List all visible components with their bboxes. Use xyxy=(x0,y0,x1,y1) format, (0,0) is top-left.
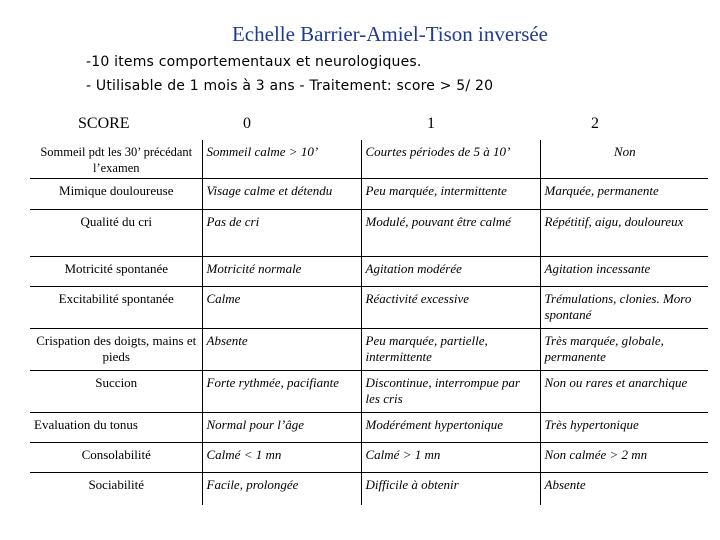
cell-score-2: Marquée, permanente xyxy=(540,179,708,210)
cell-score-0: Forte rythmée, pacifiante xyxy=(202,371,361,413)
subtitle-usage: - Utilisable de 1 mois à 3 ans - Traitement: score > 5/ 20 xyxy=(86,78,494,94)
header-col-0: 0 xyxy=(243,115,251,132)
cell-score-2: Répétitif, aigu, douloureux xyxy=(540,210,708,257)
row-label: Succion xyxy=(30,371,202,413)
table-row xyxy=(30,473,708,505)
cell-score-2: Agitation incessante xyxy=(540,257,708,287)
cell-score-1: Peu marquée, intermittente xyxy=(361,179,540,210)
cell-score-0: Facile, prolongée xyxy=(202,473,361,505)
header-score: SCORE xyxy=(78,115,130,132)
cell-score-0: Pas de cri xyxy=(202,210,361,257)
table-row xyxy=(30,257,708,287)
cell-score-1: Courtes périodes de 5 à 10’ xyxy=(361,140,540,179)
cell-score-1: Modérément hypertonique xyxy=(361,413,540,443)
cell-score-2: Non xyxy=(540,140,708,179)
cell-score-1: Discontinue, interrompue par les cris xyxy=(361,371,540,413)
table-row xyxy=(30,371,708,413)
table-row xyxy=(30,140,708,179)
table-row xyxy=(30,287,708,329)
row-label: Excitabilité spontanée xyxy=(30,287,202,329)
table-row xyxy=(30,443,708,473)
score-table xyxy=(30,140,708,505)
cell-score-1: Peu marquée, partielle, intermittente xyxy=(361,329,540,371)
cell-score-2: Très marquée, globale, permanente xyxy=(540,329,708,371)
table-row xyxy=(30,329,708,371)
cell-score-2: Très hypertonique xyxy=(540,413,708,443)
row-label: Consolabilité xyxy=(30,443,202,473)
cell-score-1: Calmé > 1 mn xyxy=(361,443,540,473)
cell-score-0: Sommeil calme > 10’ xyxy=(202,140,361,179)
row-label: Sociabilité xyxy=(30,473,202,505)
cell-score-0: Normal pour l’âge xyxy=(202,413,361,443)
page-title: Echelle Barrier-Amiel-Tison inversée xyxy=(231,22,549,46)
header-col-1: 1 xyxy=(427,115,435,132)
row-label: Qualité du cri xyxy=(30,210,202,257)
cell-score-0: Absente xyxy=(202,329,361,371)
cell-score-2: Non calmée > 2 mn xyxy=(540,443,708,473)
subtitle-items: -10 items comportementaux et neurologiques. xyxy=(86,54,422,70)
cell-score-0: Visage calme et détendu xyxy=(202,179,361,210)
cell-score-0: Calme xyxy=(202,287,361,329)
row-label: Crispation des doigts, mains et pieds xyxy=(30,329,202,371)
table-row xyxy=(30,210,708,257)
cell-score-1: Agitation modérée xyxy=(361,257,540,287)
row-label: Motricité spontanée xyxy=(30,257,202,287)
table-row xyxy=(30,179,708,210)
cell-score-1: Réactivité excessive xyxy=(361,287,540,329)
header-col-2: 2 xyxy=(591,115,599,132)
cell-score-2: Trémulations, clonies. Moro spontané xyxy=(540,287,708,329)
row-label: Mimique douloureuse xyxy=(30,179,202,210)
cell-score-2: Non ou rares et anarchique xyxy=(540,371,708,413)
cell-score-0: Calmé < 1 mn xyxy=(202,443,361,473)
cell-score-1: Difficile à obtenir xyxy=(361,473,540,505)
cell-score-2: Absente xyxy=(540,473,708,505)
row-label: Evaluation du tonus xyxy=(30,413,202,443)
row-label: Sommeil pdt les 30’ précédant l’examen xyxy=(30,140,202,179)
cell-score-0: Motricité normale xyxy=(202,257,361,287)
cell-score-1: Modulé, pouvant être calmé xyxy=(361,210,540,257)
table-row xyxy=(30,413,708,443)
